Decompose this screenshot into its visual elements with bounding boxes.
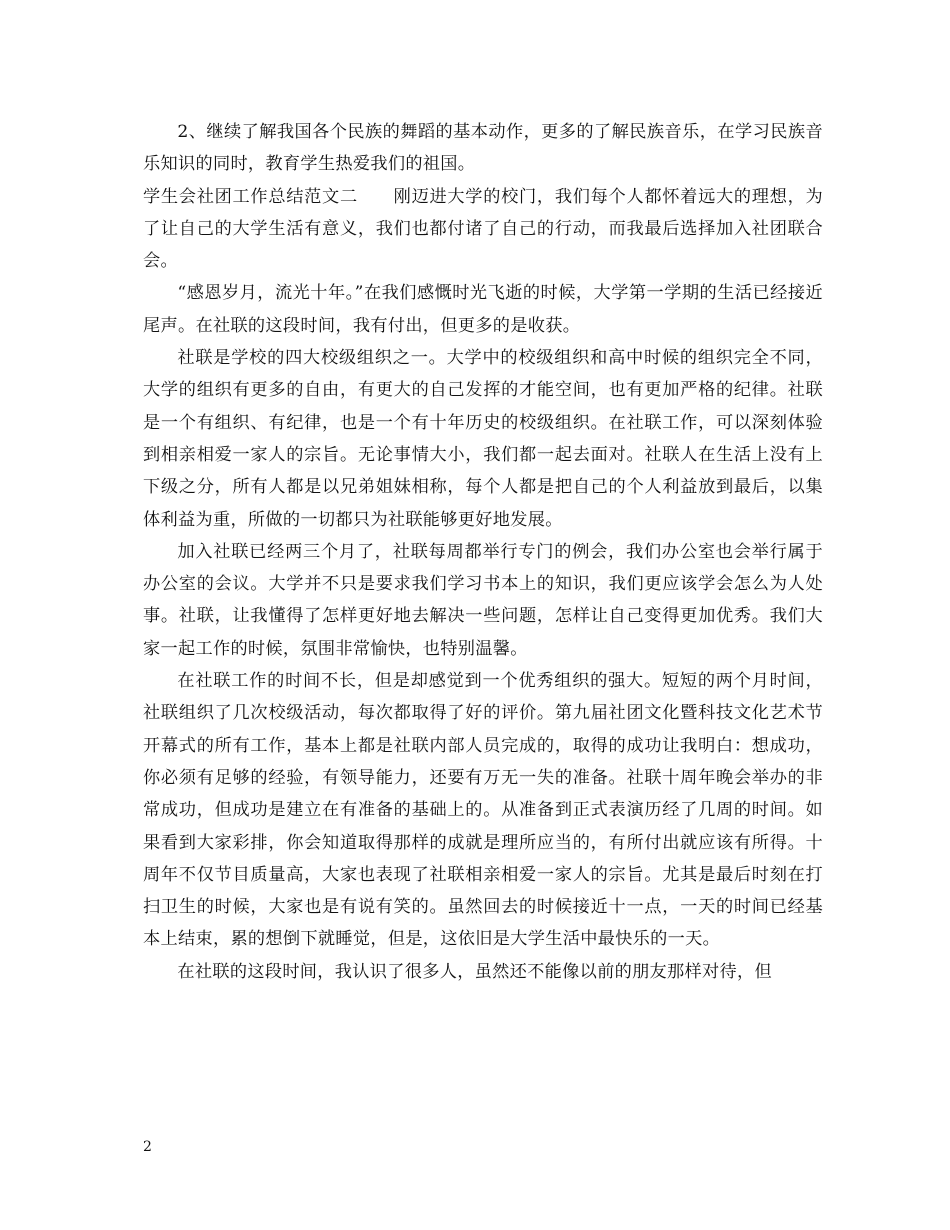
paragraph-6: 在社联工作的时间不长，但是却感觉到一个优秀组织的强大。短短的两个月时间，社联组织了几次校级活动，每次都取得了好的评价。第九届社团文化暨科技文化艺术节开幕式的所有工作，基本上都是社联内部人员完成的，取得的成功让我明白：想成功，你必须有足够的经验，有领导能力，还要有万无一失的准备。社联十周年晚会举办的非常成功，但成功是建立在有准备的基础上的。从准备到正式表演历经了几周的时间。如果看到大家彩排，你会知道取得那样的成就是理所应当的，有所付出就应该有所得。十周年不仅节目质量高，大家也表现了社联相亲相爱一家人的宗旨。尤其是最后时刻在打扫卫生的时候，大家也是有说有笑的。虽然回去的时候接近十一点，一天的时间已经基本上结束，累的想倒下就睡觉，但是，这依旧是大学生活中最快乐的一天。 [143,671,823,950]
paragraph-2: 学生会社团工作总结范文二 刚迈进大学的校门，我们每个人都怀着远大的理想，为了让自己的大学生活有意义，我们也都付诸了自己的行动，而我最后选择加入社团联合会。 [143,186,823,272]
paragraph-1: 2、继续了解我国各个民族的舞蹈的基本动作，更多的了解民族音乐，在学习民族音乐知识的同时，教育学生热爱我们的祖国。 [143,122,823,175]
paragraph-3: “感恩岁月，流光十年。”在我们感慨时光飞逝的时候，大学第一学期的生活已经接近尾声。在社联的这段时间，我有付出，但更多的是收获。 [143,283,823,336]
paragraph-5: 加入社联已经两三个月了，社联每周都举行专门的例会，我们办公室也会举行属于办公室的会议。大学并不只是要求我们学习书本上的知识，我们更应该学会怎么为人处事。社联，让我懂得了怎样更好地去解决一些问题，怎样让自己变得更加优秀。我们大家一起工作的时候，氛围非常愉快，也特别温馨。 [143,541,823,659]
page-number: 2 [143,1139,152,1155]
paragraph-7: 在社联的这段时间，我认识了很多人，虽然还不能像以前的朋友那样对待，但 [177,961,772,982]
body-text [143,116,823,988]
paragraph-4: 社联是学校的四大校级组织之一。大学中的校级组织和高中时候的组织完全不同，大学的组织有更多的自由，有更大的自己发挥的才能空间，也有更加严格的纪律。社联是一个有组织、有纪律，也是一个有十年历史的校级组织。在社联工作，可以深刻体验到相亲相爱一家人的宗旨。无论事情大小，我们都一起去面对。社联人在生活上没有上下级之分，所有人都是以兄弟姐妹相称，每个人都是把自己的个人利益放到最后，以集体利益为重，所做的一切都只为社联能够更好地发展。 [143,348,823,530]
